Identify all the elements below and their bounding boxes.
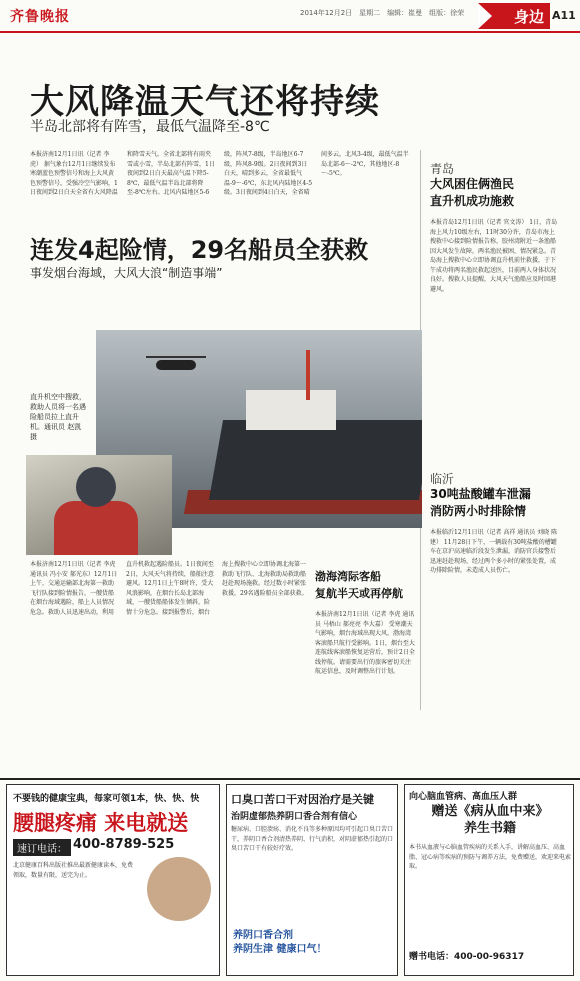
ad3-top-text: 向心脑血管病、高血压人群 xyxy=(409,792,518,802)
story2-sub-headline: 渤海湾际客船 复航半天或再停航 xyxy=(315,570,403,600)
ship-mast xyxy=(306,350,310,400)
ad1-top-text: 不要钱的健康宝典，每家可领1本，快、快、快 xyxy=(13,794,200,804)
ship-deck xyxy=(246,390,336,430)
story2-subhead: 事发烟台海域，大风大浪“制造事端” xyxy=(30,266,223,280)
helicopter xyxy=(156,360,196,370)
ad1-portrait xyxy=(147,857,211,921)
ad1-hotline-label: 速订电话： xyxy=(13,839,71,856)
ad3-body: 本书从血液与心脑血管疾病的关系入手，讲解高血压、高血脂、冠心病等疾病的预防与调养方法，免费赠送，欢迎来电索取。 xyxy=(409,844,571,870)
lead-subhead: 半岛北部将有阵雪，最低气温降至-8℃ xyxy=(30,119,270,135)
sidebar-body-2: 本报临沂12月1日讯（记者 高祥 通讯员 刘晓 陈建） 11月28日下午，一辆载有30吨盐酸的槽罐车在京沪高速临沂段发生泄漏，消防官兵接警后迅速赶赴现场，经过两个多小时的紧张处置，成功排除险情，未造成人员伤亡。 xyxy=(430,529,558,574)
rescuer-inset-photo xyxy=(26,455,172,555)
newspaper-logo: 齐鲁晚报 xyxy=(10,9,70,25)
ad2-body: 糖尿病、口腔溃疡、消化不良等多种原因均可引起口臭口苦口干，养阴口香合剂清热养阴、行气消积，对阴虚郁热引起的口臭口苦口干有较好疗效。 xyxy=(231,826,394,852)
sidebar-headline-2: 30吨盐酸罐车泄漏 消防两小时排除情 xyxy=(430,487,531,518)
rescuer-body xyxy=(54,501,138,555)
page-number: A11 xyxy=(552,9,576,22)
page-meta: 2014年12月2日 星期二 编辑：崔曼 组版：徐荣 xyxy=(300,9,465,17)
sidebar-headline-1: 大风困住俩渔民 直升机成功施救 xyxy=(430,177,515,208)
rescuer-head xyxy=(76,467,116,507)
photo-caption: 直升机空中搜救，救助人员将一名遇险船员拉上直升机。通讯员 赵凯 摄 xyxy=(30,393,86,441)
ship-hull xyxy=(209,420,422,500)
lead-body: 本报济南12月1日讯（记者 李虎） 据气象台12月1日继续发布寒潮蓝色预警信号和海上大风黄色预警信号，受强冷空气影响，1日夜间到2日白天全省有大风降温和降雪天气。全省北部将有雨夹雪或小雪，半岛北部有阵雪，1日夜间到2日白天最高气温下降5-8℃，最低气温半岛北部将降至-8℃左右。北风内陆地区5-6级，阵风7-8级，半岛地区6-7级，阵风8-9级。2日夜间到3日白天，晴到多云，全省最低气温-9～-6℃，东北风内陆地区4-5级。3日夜间到4日白天，全省晴间多云，北风3-4级，最低气温半岛北部-6～-2℃，其他地区-8～-5℃。 xyxy=(30,151,409,196)
ad2-product-line: 养阴口香合剂 养阴生津 健康口气！ xyxy=(233,930,327,955)
section-tab: 身边 xyxy=(478,3,550,29)
ad3-headline: 赠送《病从血中来》 养生书籍 xyxy=(431,804,549,836)
section-arrow-icon xyxy=(478,3,492,29)
ad-book-giveaway xyxy=(404,784,574,976)
ad1-body: 北京健康百科出版社推出最新健康读本，免费领取，数量有限，送完为止。 xyxy=(13,862,133,879)
ad-back-pain xyxy=(6,784,220,976)
lead-headline: 大风降温天气还将持续 xyxy=(30,82,380,122)
story2-body: 本报济南12月1日讯（记者 李虎 通讯员 冯小安 郝光东）12月1日上午，交通运输部北海第一救助飞行队接到险情报告，一艘货船在烟台海域遇险，船上人员情况危急。救助人员迅速出动，利用直升机救起遇险船员。1日夜间至2日，大风天气将持续，船舶注意避风。12月1日上午8时许，受大风浪影响，在烟台长岛北部海域，一艘货船船体发生倾斜，险情十分危急。接到报警后，烟台海上搜救中心立即协调北海第一救助飞行队、北海救助局救助船赶赴现场施救。经过数小时紧张救援，29名遇险船员全部获救。 xyxy=(30,561,308,616)
ad-halitosis xyxy=(226,784,398,976)
ad1-hotline: 400-8789-525 xyxy=(73,837,175,852)
sidebar-city-linyi: 临沂 xyxy=(430,472,455,486)
ad3-hotline: 赠书电话：400-00-96317 xyxy=(409,952,525,962)
sidebar-city-qingdao: 青岛 xyxy=(430,162,455,176)
sidebar-body-1: 本报青岛12月1日讯（记者 官文涛） 1日，青岛海上风力10级左右，11时30分许，青岛市海上搜救中心接到险情报告称，胶州湾附近一条渔船因大风发生故障，两名渔民被困，情况紧急。青岛海上搜救中心立即协调直升机前往救援，于下午成功将两名渔民救起送医，目前两人身体状况良好。搜救人员提醒，大风天气渔船应及时回港避风。 xyxy=(430,219,558,293)
helicopter-rotor xyxy=(146,356,206,358)
story2-sub-body: 本报济南12月1日讯（记者 李虎 通讯员 马梧山 郝亮亮 李大嘉） 受寒潮天气影响，烟台海域出现大风，渤海湾客滚船只航行受影响。1日，烟台至大连航线客滚船恢复运营后，预计2日全线停航。请需要出行的旅客密切关注航运信息，及时调整出行计划。 xyxy=(315,611,415,675)
ad-divider-rule xyxy=(0,778,580,780)
story2-headline: 连发4起险情，29名船员全获救 xyxy=(30,236,369,264)
masthead-rule xyxy=(0,31,580,33)
ad2-subhead: 治阴虚郁热养阴口香合剂有信心 xyxy=(231,812,358,822)
ad2-headline: 口臭口苦口干对因治疗是关键 xyxy=(231,793,374,806)
ad1-headline: 腰腿疼痛 来电就送 xyxy=(13,811,189,835)
